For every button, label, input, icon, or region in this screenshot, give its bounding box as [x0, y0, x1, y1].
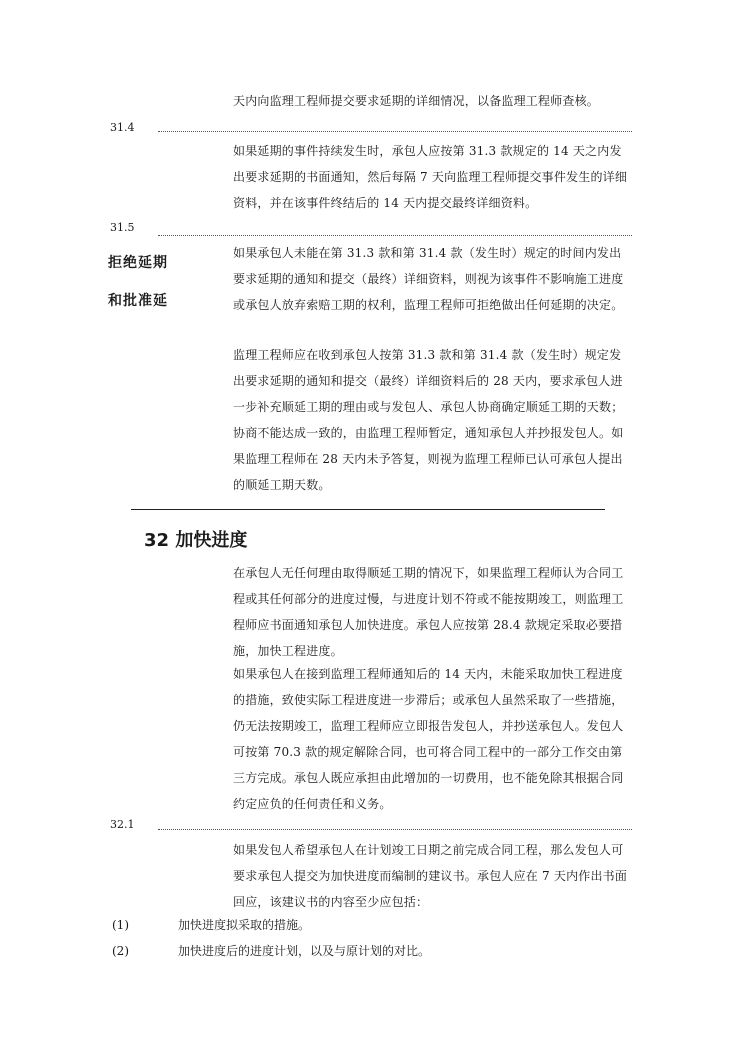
list-item-1-text: 加快进度拟采取的措施。 [178, 918, 311, 932]
section-32-paragraph-2: 如果承包人在接到监理工程师通知后的 14 天内，未能采取加快工程进度的措施，致使实际工程进度进一步滞后；或承包人虽然采取了一些措施，仍无法按期竣工，监理工程师应立即报告发包人，并抄送承包人。发包人可按第 70.3 款的规定解除合同，也可将合同工程中的一部分工作交由第三方完成。承包人既应承担由此增加的一切费用，也不能免除其根据合同约定应负的任何责任和义务。 [233, 667, 624, 811]
dotted-leader-31-5 [158, 235, 632, 236]
clause-number-31-4: 31.4 [110, 121, 135, 134]
list-item-2-number: (2) [112, 944, 129, 958]
clause-number-32-1: 32.1 [110, 818, 135, 831]
side-title-line1: 拒绝延期 [108, 255, 168, 271]
clause-31-5-paragraph-1: 如果承包人未能在第 31.3 款和第 31.4 款（发生时）规定的时间内发出要求延期的通知和提交（最终）详细资料，则视为该事件不影响施工进度或承包人放弃索赔工期的权利，监理工程师可拒绝做出任何延期的决定。 [233, 246, 624, 312]
clause-32-1-paragraph: 如果发包人希望承包人在计划竣工日期之前完成合同工程，那么发包人可要求承包人提交为加快进度而编制的建议书。承包人应在 7 天内作出书面回应，该建议书的内容至少应包括： [233, 843, 628, 909]
dotted-leader-31-4 [158, 131, 632, 132]
section-divider [131, 509, 605, 510]
clause-31-4-paragraph: 如果延期的事件持续发生时，承包人应按第 31.3 款规定的 14 天之内发出要求延期的书面通知，然后每隔 7 天向监理工程师提交事件发生的详细资料，并在该事件终结后的 14 天内提交最终详细资料。 [233, 144, 628, 210]
list-item-2-text: 加快进度后的进度计划，以及与原计划的对比。 [178, 944, 431, 958]
dotted-leader-32-1 [158, 829, 632, 830]
intro-paragraph: 天内向监理工程师提交要求延期的详细情况，以备监理工程师查核。 [233, 94, 600, 108]
side-title-line2: 和批准延 [108, 293, 168, 309]
clause-number-31-5: 31.5 [110, 221, 135, 234]
section-32-paragraph-1: 在承包人无任何理由取得顺延工期的情况下，如果监理工程师认为合同工程或其任何部分的进度过慢，与进度计划不符或不能按期竣工，则监理工程师应书面通知承包人加快进度。承包人应按第 28.4 款规定采取必要措施，加快工程进度。 [233, 566, 624, 658]
list-item-1-number: (1) [112, 918, 129, 932]
section-32-heading: 32 加快进度 [144, 530, 248, 551]
clause-31-5-paragraph-2: 监理工程师应在收到承包人按第 31.3 款和第 31.4 款（发生时）规定发出要求延期的通知和提交（最终）详细资料后的 28 天内，要求承包人进一步补充顺延工期的理由或与发包人、承包人协商确定顺延工期的天数；协商不能达成一致的，由监理工程师暂定，通知承包人并抄报发包人。如果监理工程师在 28 天内未予答复，则视为监理工程师已认可承包人提出的顺延工期天数。 [233, 348, 624, 492]
